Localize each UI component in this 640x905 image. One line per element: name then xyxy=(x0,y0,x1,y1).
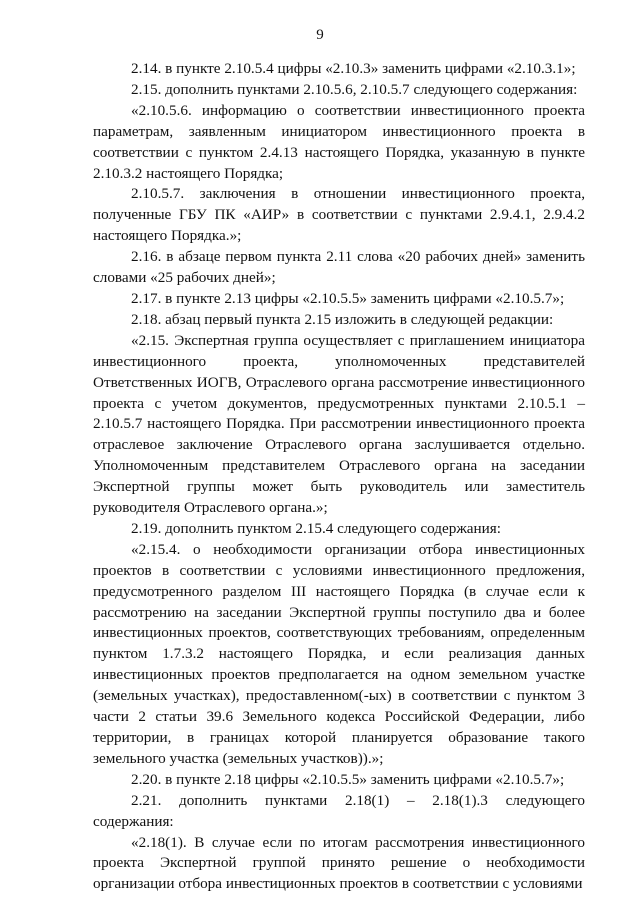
paragraph-2-19: 2.19. дополнить пунктом 2.15.4 следующего содержания: xyxy=(131,519,502,537)
paragraph-2-10-5-6: «2.10.5.6. информацию о соответствии инвестиционного проекта параметрам, заявленным инициатором инвестиционного проекта в соответствии с пунктом 2.4.13 настоящего Порядка, указанную в пункте 2.10.3.2 настоящего Порядка; xyxy=(93,101,585,182)
paragraph-quote-2-15: «2.15. Экспертная группа осуществляет с приглашением инициатора инвестиционного проекта, уполномоченных представителей Ответственных ИОГВ, Отраслевого органа рассмотрение инвестиционного проекта с учетом документов, предусмотренных пунктами 2.10.5.1 – 2.10.5.7 настоящего Порядка. При рассмотрении инвестиционного проекта отраслевое заключение Отраслевого органа заслушивается отдельно. Уполномоченным представителем Отраслевого органа на заседании Экспертной группы может быть руководитель или заместитель руководителя Отраслевого органа.»; xyxy=(93,331,585,517)
paragraph-2-10-5-7: 2.10.5.7. заключения в отношении инвестиционного проекта, полученные ГБУ ПК «АИР» в соответствии с пунктами 2.9.4.1, 2.9.4.2 настоящего Порядка.»; xyxy=(93,185,585,245)
paragraph-2-15: 2.15. дополнить пунктами 2.10.5.6, 2.10.5.7 следующего содержания: xyxy=(131,80,578,98)
page-number: 9 xyxy=(316,27,324,43)
paragraph-2-14: 2.14. в пункте 2.10.5.4 цифры «2.10.3» заменить цифрами «2.10.3.1»; xyxy=(131,60,576,77)
paragraph-2-17: 2.17. в пункте 2.13 цифры «2.10.5.5» заменить цифрами «2.10.5.7»; xyxy=(131,289,565,307)
paragraph-2-21: 2.21. дополнить пунктами 2.18(1) – 2.18(1).3 следующего содержания: xyxy=(93,791,585,830)
paragraph-2-20: 2.20. в пункте 2.18 цифры «2.10.5.5» заменить цифрами «2.10.5.7»; xyxy=(131,770,565,788)
document-body xyxy=(93,59,585,895)
paragraph-2-18: 2.18. абзац первый пункта 2.15 изложить в следующей редакции: xyxy=(131,310,554,328)
paragraph-quote-2-15-4: «2.15.4. о необходимости организации отбора инвестиционных проектов в соответствии с условиями инвестиционного предложения, предусмотренного разделом III настоящего Порядка (в случае если к рассмотрению на заседании Экспертной группы поступило два и более инвестиционных проектов, соответствующих требованиям, определенным пунктом 1.7.3.2 настоящего Порядка, и если реализация данных инвестиционных проектов предполагается на одном земельном участке (земельных участках), предоставленном(-ых) в соответствии с пунктом 3 части 2 статьи 39.6 Земельного кодекса Российской Федерации, либо территории, в границах которой планируется образование такого земельного участка (земельных участков)).»; xyxy=(93,540,585,767)
paragraph-2-16: 2.16. в абзаце первом пункта 2.11 слова «20 рабочих дней» заменить словами «25 рабочих дней»; xyxy=(93,248,585,287)
paragraph-quote-2-18-1: «2.18(1). В случае если по итогам рассмотрения инвестиционного проекта Экспертной группой принято решение о необходимости организации отбора инвестиционных проектов в соответствии с условиями xyxy=(93,833,585,893)
